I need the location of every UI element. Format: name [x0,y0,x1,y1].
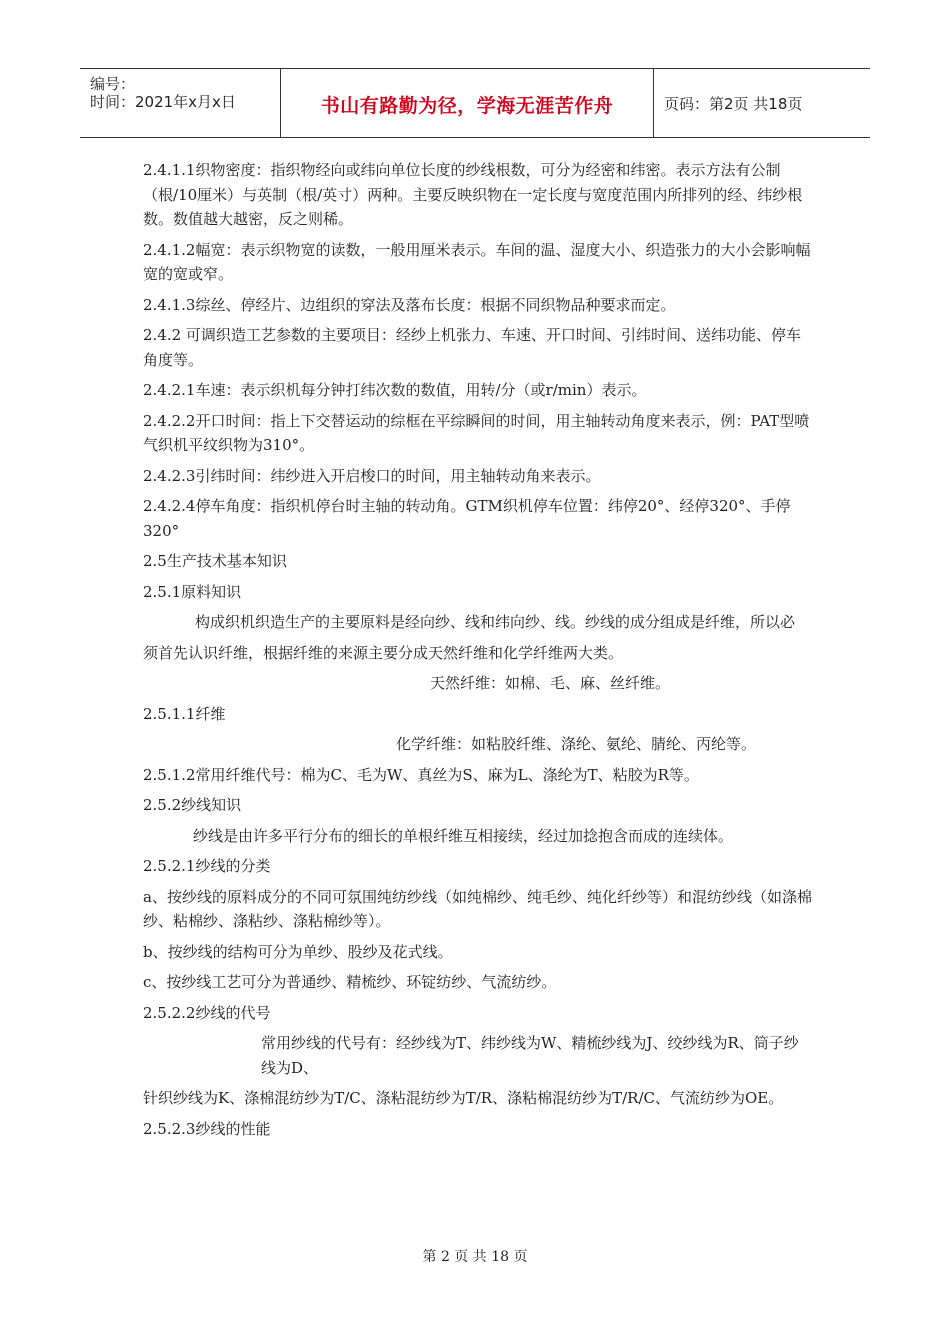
paragraph: c、按纱线工艺可分为普通纱、精梳纱、环锭纺纱、气流纺纱。 [143,973,557,991]
section-heading: 2.5.1原料知识 [143,582,242,601]
header-motto-cell [281,69,654,137]
section-heading: 2.5生产技术基本知识 [143,552,287,570]
paragraph: 2.4.2.4停车角度：指织机停台时主轴的转动角。GTM织机停车位置：纬停20°、经停320°、手停320° [143,497,791,540]
header-page-cell [654,69,870,137]
paragraph: 2.4.1.3综丝、停经片、边组织的穿法及落布长度：根据不同织物品种要求而定。 [143,295,676,314]
section-heading: 2.5.1.1纤维 [143,704,226,723]
page-footer: 第 2 页 共 18 页 [422,1249,528,1265]
paragraph: b、按纱线的结构可分为单纱、股纱及花式线。 [143,942,453,961]
paragraph: 2.4.2.1车速：表示织机每分钟打纬次数的数值，用转/分（或r/min）表示。 [143,381,647,399]
paragraph: 2.4.1.2幅宽：表示织物宽的读数，一般用厘米表示。车间的温、湿度大小、织造张力的大小会影响幅宽的宽或窄。 [143,240,811,283]
paragraph: 纱线是由许多平行分布的细长的单根纤维互相接续，经过加捻抱含而成的连续体。 [193,826,734,845]
page-header [80,68,870,138]
paragraph: 2.4.2 可调织造工艺参数的主要项目：经纱上机张力、车速、开口时间、引纬时间、送纬功能、停车角度等。 [143,326,801,369]
section-heading: 2.5.2.2纱线的代号 [143,1003,271,1022]
paragraph: 针织纱线为K、涤棉混纺纱为T/C、涤粘混纺纱为T/R、涤粘棉混纺纱为T/R/C、气流纺纱为OE。 [143,1089,784,1107]
serial-number-label: 编号： [90,75,136,93]
paragraph: a、按纱线的原料成分的不同可氛围纯纺纱线（如纯棉纱、纯毛纱、纯化纤纱等）和混纺纱线（如涤棉纱、粘棉纱、涤粘纱、涤粘棉纱等）。 [143,887,812,930]
header-page-info: 页码：第2页 共18页 [664,95,803,113]
paragraph: 常用纱线的代号有：经纱线为T、纬纱线为W、精梳纱线为J、绞纱线为R、筒子纱线为D、 [261,1034,799,1077]
paragraph: 须首先认识纤维，根据纤维的来源主要分成天然纤维和化学纤维两大类。 [143,643,624,662]
section-heading: 2.5.2纱线知识 [143,796,242,814]
header-motto: 书山有路勤为径，学海无涯苦作舟 [320,95,614,117]
header-info-cell [80,69,281,137]
date-label: 时间：2021年x月x日 [90,93,236,111]
paragraph: 2.4.1.1织物密度：指织物经向或纬向单位长度的纱线根数，可分为经密和纬密。表示方法有公制（根/10厘米）与英制（根/英寸）两种。主要反映织物在一定长度与宽度范围内所排列的经、纬纱根数。数值越大越密，反之则稀。 [143,161,803,228]
section-heading: 2.5.2.1纱线的分类 [143,857,271,875]
paragraph: 化学纤维：如粘胶纤维、涤纶、氨纶、腈纶、丙纶等。 [396,735,757,753]
paragraph: 2.5.1.2常用纤维代号：棉为C、毛为W、真丝为S、麻为L、涤纶为T、粘胶为R等。 [143,765,699,784]
section-heading: 2.5.2.3纱线的性能 [143,1119,271,1138]
paragraph: 构成织机织造生产的主要原料是经向纱、线和纬向纱、线。纱线的成分组成是纤维，所以必 [195,613,796,631]
paragraph: 2.4.2.3引纬时间：纬纱进入开启梭口的时间，用主轴转动角来表示。 [143,466,601,485]
paragraph: 天然纤维：如棉、毛、麻、丝纤维。 [430,674,671,692]
document-body [143,158,813,1141]
paragraph: 2.4.2.2开口时间：指上下交替运动的综框在平综瞬间的时间，用主轴转动角度来表示，例：PAT型喷气织机平纹织物为310°。 [143,411,810,454]
